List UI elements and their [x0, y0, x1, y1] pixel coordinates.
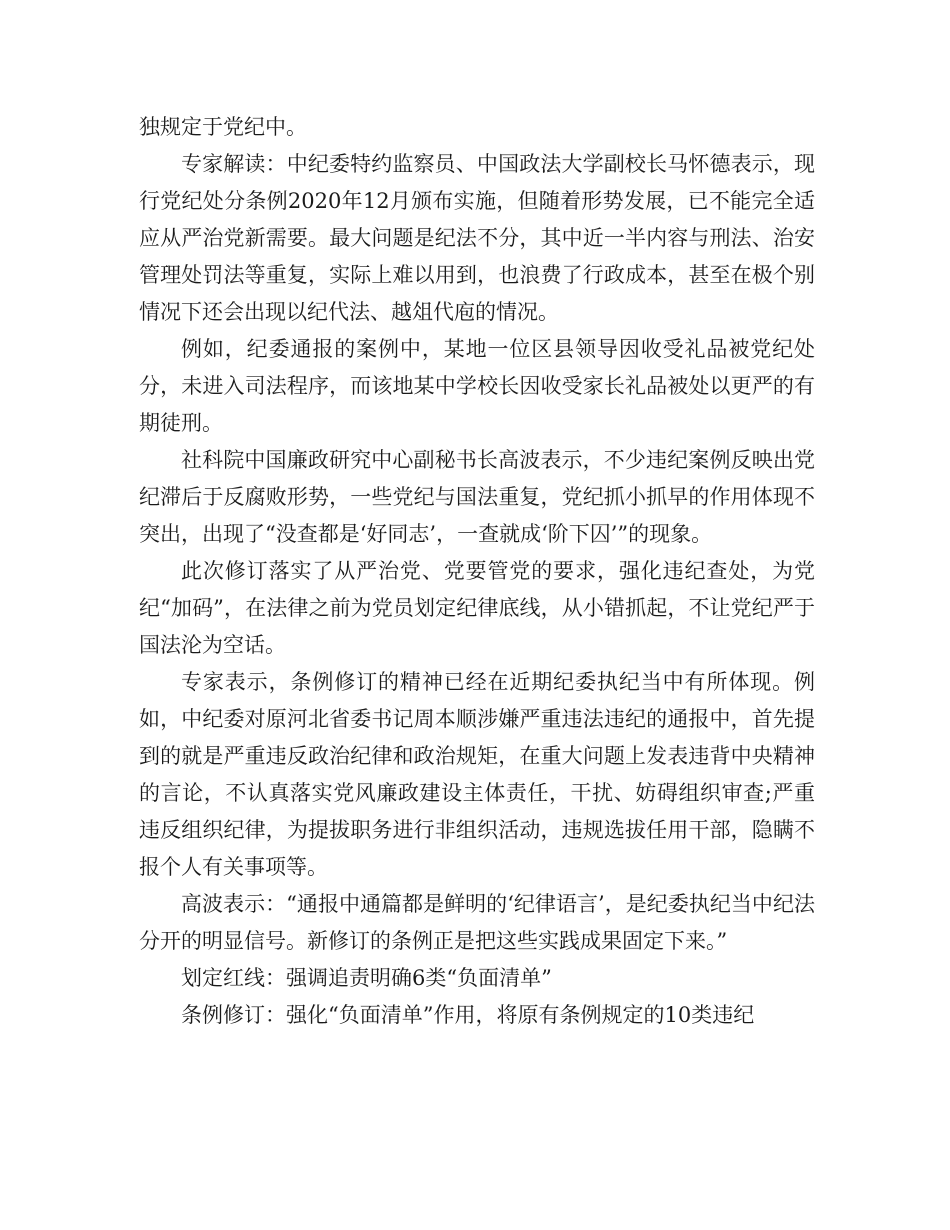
body-text — [139, 109, 815, 1034]
paragraph-revision-purpose: 此次修订落实了从严治党、党要管党的要求，强化违纪查处，为党纪“加码”，在法律之前为党员划定纪律底线，从小错抓起，不让党纪严于国法沦为空话。 — [139, 559, 815, 657]
paragraph-gao-bo-remarks: 社科院中国廉政研究中心副秘书长高波表示，不少违纪案例反映出党纪滞后于反腐败形势，一些党纪与国法重复，党纪抓小抓早的作用体现不突出，出现了“没查都是‘好同志’，一查就成‘阶下囚’”的现象。 — [139, 448, 815, 546]
section-heading-red-line: 划定红线：强调追责明确6类“负面清单” — [181, 966, 552, 990]
paragraph-revision-negative-list: 条例修订：强化“负面清单”作用，将原有条例规定的10类违纪 — [181, 1003, 755, 1027]
paragraph-gao-bo-quote: 高波表示：“通报中通篇都是鲜明的‘纪律语言’，是纪委执纪当中纪法分开的明显信号。新修订的条例正是把这些实践成果固定下来。” — [139, 892, 815, 953]
paragraph-expert-interpretation: 专家解读：中纪委特约监察员、中国政法大学副校长马怀德表示，现行党纪处分条例2020年12月颁布实施，但随着形势发展，已不能完全适应从严治党新需要。最大问题是纪法不分，其中近一半内容与刑法、治安管理处罚法等重复，实际上难以用到，也浪费了行政成本，甚至在极个别情况下还会出现以纪代法、越俎代庖的情况。 — [139, 152, 815, 324]
paragraph-example-case: 例如，纪委通报的案例中，某地一位区县领导因收受礼品被党纪处分，未进入司法程序，而该地某中学校长因收受家长礼品被处以更严的有期徒刑。 — [139, 337, 815, 435]
paragraph-continuation: 独规定于党纪中。 — [139, 115, 307, 139]
paragraph-expert-example: 专家表示，条例修订的精神已经在近期纪委执纪当中有所体现。例如，中纪委对原河北省委书记周本顺涉嫌严重违法违纪的通报中，首先提到的就是严重违反政治纪律和政治规矩，在重大问题上发表违背中央精神的言论，不认真落实党风廉政建设主体责任，干扰、妨碍组织审查;严重违反组织纪律，为提拔职务进行非组织活动，违规选拔任用干部，隐瞒不报个人有关事项等。 — [139, 670, 815, 879]
